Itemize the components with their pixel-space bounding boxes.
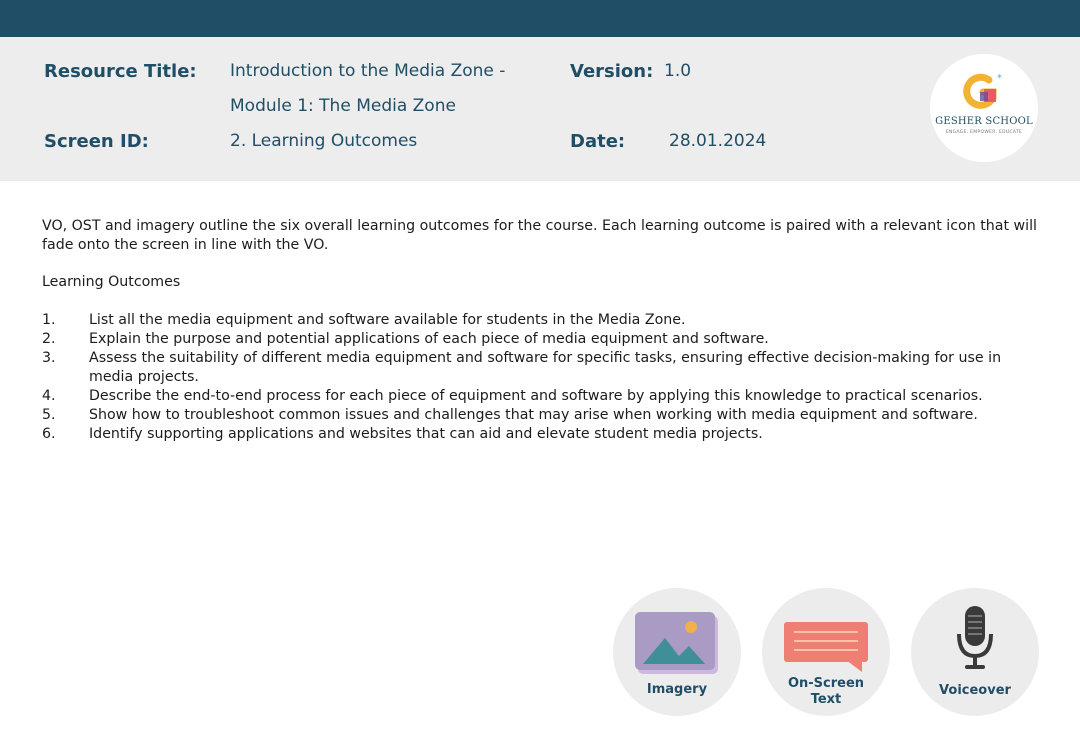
learning-outcomes-heading: Learning Outcomes [42,274,181,290]
imagery-label: Imagery [646,682,708,697]
date-value: 28.01.2024 [669,131,767,151]
voiceover-badge [911,588,1039,716]
screen-id-label: Screen ID: [44,131,149,152]
learning-outcomes-list [42,311,1042,444]
list-item-number: 2. [42,331,56,347]
list-item-number: 6. [42,426,56,442]
image-icon [635,610,719,676]
on-screen-text-badge [762,588,890,716]
list-item-text: Explain the purpose and potential applications of each piece of media equipment and software. [89,331,769,347]
on-screen-text-label-line2: Text [810,692,842,707]
header-panel [0,37,1080,181]
version-value: 1.0 [664,61,692,81]
list-item-text: Describe the end-to-end process for each piece of equipment and software by applying this knowledge to practical scenarios. [89,388,983,404]
gesher-school-logo [930,54,1038,162]
list-item-number: 1. [42,312,56,328]
list-item [42,349,1042,387]
resource-title-label: Resource Title: [44,61,197,82]
resource-title-value-line1: Introduction to the Media Zone - [230,61,506,81]
list-item-text: Identify supporting applications and websites that can aid and elevate student media projects. [89,426,763,442]
imagery-badge [613,588,741,716]
list-item [42,311,1042,330]
logo-tagline: ENGAGE. EMPOWER. EDUCATE [945,130,1023,135]
microphone-icon [953,604,997,676]
list-item-text: List all the media equipment and software available for students in the Media Zone. [89,312,686,328]
list-item [42,425,1042,444]
content-area [42,217,1042,444]
list-item-number: 5. [42,407,56,423]
list-item-text: Show how to troubleshoot common issues and challenges that may arise when working with media equipment and software. [89,407,978,423]
version-label: Version: [570,61,654,82]
list-item-number: 3. [42,350,56,366]
logo-name: GESHER SCHOOL [935,116,1033,127]
list-item [42,406,1042,425]
resource-title-value-line2: Module 1: The Media Zone [230,96,456,116]
on-screen-text-label-line1: On-Screen [787,676,865,691]
screen-id-value: 2. Learning Outcomes [230,131,418,151]
gesher-logo-icon [963,72,1005,112]
date-label: Date: [570,131,626,152]
list-item-text: Assess the suitability of different media equipment and software for specific tasks, ensuring effective decision-making for use in media projects. [89,350,1002,385]
list-item-number: 4. [42,388,56,404]
top-bar [0,0,1080,37]
svg-text:*: * [997,73,1002,84]
intro-paragraph: VO, OST and imagery outline the six overall learning outcomes for the course. Each learning outcome is paired with a relevant icon that will fade onto the screen in line with the VO. [42,218,1037,253]
list-item [42,330,1042,349]
list-item [42,387,1042,406]
speech-bubble-icon [784,622,870,674]
voiceover-label: Voiceover [939,683,1011,698]
